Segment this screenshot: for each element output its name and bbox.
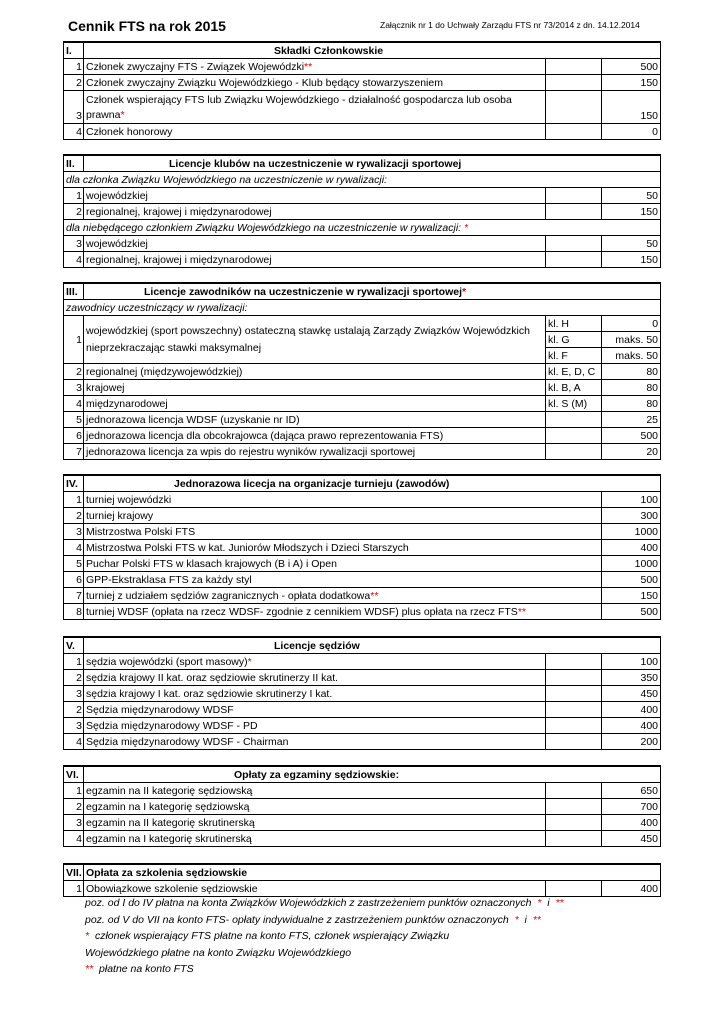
- row-number: 2: [64, 670, 84, 686]
- row-label: sędzia krajowy II kat. oraz sędziowie skrutinerzy II kat.: [84, 670, 546, 686]
- table-row: [64, 396, 661, 412]
- row-value: 0: [602, 316, 661, 332]
- table-row: [64, 444, 661, 460]
- row-number: 3: [64, 236, 84, 252]
- row-value: 150: [602, 204, 661, 220]
- row-value: 500: [602, 572, 661, 588]
- table-row: [64, 124, 661, 140]
- row-value: 100: [602, 492, 661, 508]
- row-category: [546, 815, 602, 831]
- table-row: [64, 428, 661, 444]
- row-label: Sędzia międzynarodowy WDSF: [84, 702, 546, 718]
- table-row: [64, 588, 661, 604]
- row-label: Mistrzostwa Polski FTS: [84, 524, 602, 540]
- row-category: [546, 718, 602, 734]
- row-number: 7: [64, 444, 84, 460]
- row-label: regionalnej, krajowej i międzynarodowej: [84, 204, 546, 220]
- row-value: maks. 50: [602, 348, 661, 364]
- table-row: [64, 831, 661, 847]
- row-number: 2: [64, 508, 84, 524]
- row-number: 3: [64, 380, 84, 396]
- row-category: [546, 75, 602, 91]
- table-row: [64, 380, 661, 396]
- row-value: 1000: [602, 556, 661, 572]
- section-number: VI.: [64, 766, 84, 783]
- table-row: [64, 75, 661, 91]
- row-category: [546, 188, 602, 204]
- row-number: 4: [64, 396, 84, 412]
- footnote-line: poz. od V do VII na konto FTS- opłaty indywidualne z zastrzeżeniem punktów oznaczonych * i **: [85, 913, 541, 926]
- row-number: 6: [64, 428, 84, 444]
- row-label: krajowej: [84, 380, 546, 396]
- table-row: [64, 718, 661, 734]
- table-row: [64, 540, 661, 556]
- asterisk-mark: **: [370, 589, 379, 602]
- row-value: 200: [602, 734, 661, 750]
- row-category: [546, 686, 602, 702]
- row-label: egzamin na II kategorię sędziowską: [84, 783, 546, 799]
- table-row: [64, 670, 661, 686]
- table-row: [64, 815, 661, 831]
- asterisk-mark: **: [304, 60, 313, 73]
- section-number: I.: [64, 42, 84, 59]
- row-category: kl. B, A: [546, 380, 602, 396]
- row-value: 450: [602, 831, 661, 847]
- footnote-line: Wojewódzkiego płatne na konto Związku Wojewódzkiego: [85, 946, 352, 959]
- row-value: 450: [602, 686, 661, 702]
- table-row: [64, 604, 661, 620]
- row-value: 300: [602, 508, 661, 524]
- row-value: 0: [602, 124, 661, 140]
- row-label: sędzia krajowy I kat. oraz sędziowie skrutinerzy I kat.: [84, 686, 546, 702]
- row-value: 500: [602, 428, 661, 444]
- row-label: regionalnej (międzywojewódzkiej): [84, 364, 546, 380]
- row-category: [546, 124, 602, 140]
- row-label: Członek honorowy: [84, 124, 546, 140]
- table-row: [64, 188, 661, 204]
- row-value: 400: [602, 881, 661, 897]
- row-label: egzamin na I kategorię skrutinerską: [84, 831, 546, 847]
- asterisk-mark: *: [247, 655, 252, 668]
- row-label: Członek zwyczajny Związku Wojewódzkiego - Klub będący stowarzyszeniem: [84, 75, 546, 91]
- table-row: [64, 236, 661, 252]
- row-label: turniej krajowy: [84, 508, 602, 524]
- row-label: egzamin na I kategorię sędziowską: [84, 799, 546, 815]
- row-label: Puchar Polski FTS w klasach krajowych (B i A) i Open: [84, 556, 602, 572]
- table-row: [64, 686, 661, 702]
- row-label: regionalnej, krajowej i międzynarodowej: [84, 252, 546, 268]
- row-number: 1: [64, 492, 84, 508]
- row-number: 3: [64, 91, 84, 124]
- row-category: kl. H: [546, 316, 602, 332]
- section-tournament-licenses: [63, 474, 661, 620]
- row-value: 25: [602, 412, 661, 428]
- row-number: 1: [64, 654, 84, 670]
- annex-reference: Załącznik nr 1 do Uchwały Zarządu FTS nr 73/2014 z dn. 14.12.2014: [380, 20, 640, 30]
- row-number: 6: [64, 572, 84, 588]
- row-value: 150: [602, 252, 661, 268]
- row-value: 650: [602, 783, 661, 799]
- section-title: Składki Członkowskie: [84, 42, 661, 59]
- row-value: 150: [602, 588, 661, 604]
- row-value: 400: [602, 702, 661, 718]
- row-category: [546, 204, 602, 220]
- table-row: [64, 783, 661, 799]
- row-number: 8: [64, 604, 84, 620]
- footnote-line: ** płatne na konto FTS: [85, 963, 194, 975]
- row-value: 400: [602, 540, 661, 556]
- row-category: kl. S (M): [546, 396, 602, 412]
- row-number: 3: [64, 686, 84, 702]
- row-value: 80: [602, 364, 661, 380]
- row-category: [546, 91, 602, 124]
- row-category: [546, 783, 602, 799]
- row-value: 50: [602, 236, 661, 252]
- row-label: Członek zwyczajny FTS - Związek Wojewódzki**: [84, 59, 546, 75]
- table-row: [64, 508, 661, 524]
- row-number: 3: [64, 524, 84, 540]
- section-membership-fees: [63, 41, 661, 140]
- row-label: Sędzia międzynarodowy WDSF - PD: [84, 718, 546, 734]
- table-row: [64, 572, 661, 588]
- row-value: 80: [602, 396, 661, 412]
- row-number: 1: [64, 59, 84, 75]
- table-row: [64, 91, 661, 124]
- section-judge-training: [63, 863, 661, 897]
- row-label: międzynarodowej: [84, 396, 546, 412]
- row-category: [546, 799, 602, 815]
- row-label: turniej WDSF (opłata na rzecz WDSF- zgodnie z cennikiem WDSF) plus opłata na rzecz FTS**: [84, 604, 602, 620]
- section-title: Licencje sędziów: [84, 637, 661, 654]
- table-row: [64, 492, 661, 508]
- asterisk-mark: *: [462, 285, 467, 298]
- subheading: zawodnicy uczestniczący w rywalizacji:: [64, 300, 661, 316]
- asterisk-mark: *: [120, 109, 125, 121]
- row-category: [546, 702, 602, 718]
- table-row: [64, 654, 661, 670]
- table-row: [64, 204, 661, 220]
- row-label: turniej wojewódzki: [84, 492, 602, 508]
- table-row: [64, 59, 661, 75]
- row-label: wojewódzkiej: [84, 236, 546, 252]
- row-value: 400: [602, 718, 661, 734]
- row-category: [546, 831, 602, 847]
- subheading: dla niebędącego członkiem Związku Wojewódzkiego na uczestniczenie w rywalizacji: *: [64, 220, 661, 236]
- page-title: Cennik FTS na rok 2015: [68, 18, 226, 34]
- row-number: 4: [64, 734, 84, 750]
- row-category: [546, 252, 602, 268]
- row-value: 350: [602, 670, 661, 686]
- row-label: egzamin na II kategorię skrutinerską: [84, 815, 546, 831]
- section-title: Licencje zawodników na uczestniczenie w rywalizacji sportowej*: [84, 283, 661, 300]
- section-number: III.: [64, 283, 84, 300]
- table-row: [64, 702, 661, 718]
- row-category: kl. E, D, C: [546, 364, 602, 380]
- row-label: jednorazowa licencja za wpis do rejestru wyników rywalizacji sportowej: [84, 444, 546, 460]
- row-category: [546, 412, 602, 428]
- table-row: [64, 524, 661, 540]
- row-value: 80: [602, 380, 661, 396]
- row-number: 5: [64, 412, 84, 428]
- section-title: Licencje klubów na uczestniczenie w rywalizacji sportowej: [84, 155, 661, 172]
- row-number: 5: [64, 556, 84, 572]
- row-number: 4: [64, 252, 84, 268]
- row-category: kl. G: [546, 332, 602, 348]
- section-club-licenses: [63, 154, 661, 268]
- footnotes: [85, 895, 564, 978]
- row-number: 1: [64, 316, 84, 364]
- row-number: 4: [64, 124, 84, 140]
- row-number: 2: [64, 702, 84, 718]
- row-value: 20: [602, 444, 661, 460]
- row-number: 4: [64, 540, 84, 556]
- row-value: 50: [602, 188, 661, 204]
- row-value: 150: [602, 75, 661, 91]
- row-number: 1: [64, 783, 84, 799]
- row-value: 100: [602, 654, 661, 670]
- row-value: 400: [602, 815, 661, 831]
- row-category: [546, 236, 602, 252]
- section-judge-exams: [63, 765, 661, 847]
- footnote-line: poz. od I do IV płatna na konta Związków Wojewódzkich z zastrzeżeniem punktów oznaczonych * i **: [85, 897, 564, 909]
- row-label: wojewódzkiej: [84, 188, 546, 204]
- row-number: 2: [64, 364, 84, 380]
- section-number: IV.: [64, 475, 84, 492]
- row-label: wojewódzkiej (sport powszechny) ostateczną stawkę ustalają Zarządy Związków Wojewódzkich nieprzekraczając stawki maksymalnej: [84, 316, 546, 364]
- row-number: 1: [64, 881, 84, 897]
- section-title: Opłaty za egzaminy sędziowskie:: [84, 766, 661, 783]
- section-title: Jednorazowa licecja na organizacje turnieju (zawodów): [84, 475, 661, 492]
- row-category: [546, 428, 602, 444]
- section-number: VII.: [64, 864, 84, 881]
- section-judge-licenses: [63, 636, 661, 750]
- row-number: 7: [64, 588, 84, 604]
- row-label: jednorazowa licencja dla obcokrajowca (dająca prawo reprezentowania FTS): [84, 428, 546, 444]
- asterisk-mark: *: [464, 221, 469, 234]
- row-number: 2: [64, 204, 84, 220]
- row-label: sędzia wojewódzki (sport masowy)*: [84, 654, 546, 670]
- row-value: 1000: [602, 524, 661, 540]
- row-number: 1: [64, 188, 84, 204]
- row-category: [546, 734, 602, 750]
- row-number: 3: [64, 718, 84, 734]
- table-row: [64, 252, 661, 268]
- footnote-line: * członek wspierający FTS płatne na konto FTS, członek wspierający Związku: [85, 930, 450, 942]
- table-row: [64, 364, 661, 380]
- table-row: [64, 734, 661, 750]
- section-athlete-licenses: [63, 282, 661, 460]
- row-category: [546, 670, 602, 686]
- row-label: Obowiązkowe szkolenie sędziowskie: [84, 881, 546, 897]
- asterisk-mark: **: [517, 605, 526, 618]
- row-value: 700: [602, 799, 661, 815]
- row-value: 500: [602, 59, 661, 75]
- row-label: jednorazowa licencja WDSF (uzyskanie nr ID): [84, 412, 546, 428]
- row-label: Sędzia międzynarodowy WDSF - Chairman: [84, 734, 546, 750]
- row-label: Mistrzostwa Polski FTS w kat. Juniorów Młodszych i Dzieci Starszych: [84, 540, 602, 556]
- row-label: Członek wspierający FTS lub Związku Wojewódzkiego - działalność gospodarcza lub osoba prawna*: [84, 91, 546, 124]
- row-category: [546, 444, 602, 460]
- row-number: 2: [64, 799, 84, 815]
- table-row: [64, 316, 661, 332]
- table-row: [64, 556, 661, 572]
- row-value: 500: [602, 604, 661, 620]
- row-value: 150: [602, 91, 661, 124]
- row-label: turniej z udziałem sędziów zagranicznych - opłata dodatkowa**: [84, 588, 602, 604]
- row-number: 3: [64, 815, 84, 831]
- row-number: 4: [64, 831, 84, 847]
- section-number: V.: [64, 637, 84, 654]
- row-category: [546, 59, 602, 75]
- row-label: GPP-Ekstraklasa FTS za każdy styl: [84, 572, 602, 588]
- row-value: maks. 50: [602, 332, 661, 348]
- table-row: [64, 799, 661, 815]
- row-number: 2: [64, 75, 84, 91]
- subheading: dla członka Związku Wojewódzkiego na uczestniczenie w rywalizacji:: [64, 172, 661, 188]
- section-title: Opłata za szkolenia sędziowskie: [84, 864, 661, 881]
- section-number: II.: [64, 155, 84, 172]
- row-category: kl. F: [546, 348, 602, 364]
- row-category: [546, 654, 602, 670]
- table-row: [64, 412, 661, 428]
